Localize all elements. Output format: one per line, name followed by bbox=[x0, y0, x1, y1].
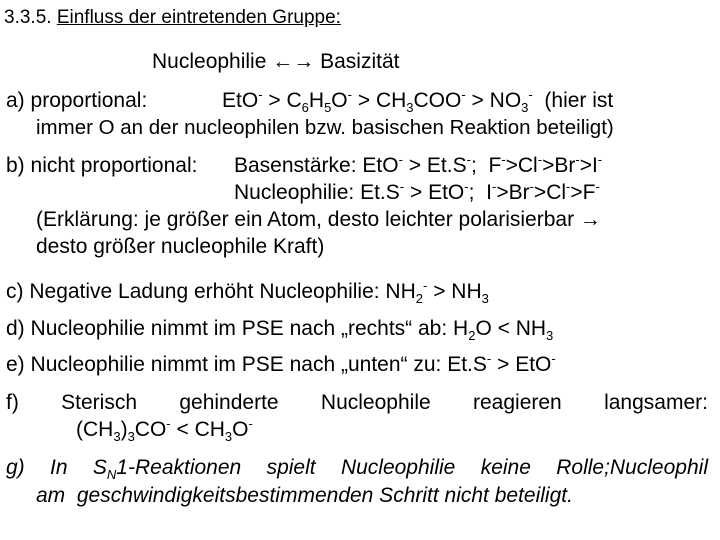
item-f-marker: f) bbox=[6, 391, 19, 414]
relation-line bbox=[152, 50, 399, 74]
double-arrow-icon: ←→ bbox=[272, 50, 315, 73]
right-arrow-icon: → bbox=[579, 208, 601, 231]
item-g-line1: g) In $S_N1$-Reaktionen spielt Nucleophilie keine Rolle;Nucleophil bbox=[6, 456, 708, 483]
item-a-line1 bbox=[6, 89, 147, 113]
item-a-marker: a) bbox=[6, 89, 25, 112]
section-number: 3.3.5. bbox=[4, 7, 52, 28]
item-a-line2: immer O an der nucleophilen bzw. basischen Reaktion beteiligt) bbox=[36, 116, 614, 139]
item-b-explanation-line1: (Erklärung: je größer ein Atom, desto leichter polarisierbar → bbox=[36, 208, 601, 231]
item-b-marker: b) bbox=[6, 154, 25, 177]
item-c-marker: c) bbox=[6, 280, 24, 303]
item-a-note: (hier ist bbox=[544, 89, 614, 112]
item-e: e) Nucleophilie nimmt im PSE nach „unten“ zu: Et.S- > EtO- bbox=[6, 351, 556, 376]
item-d-marker: d) bbox=[6, 317, 25, 340]
item-b-line1 bbox=[6, 154, 197, 178]
item-b-explanation-line2: desto größer nucleophile Kraft) bbox=[36, 235, 325, 258]
item-g-line2: am geschwindigkeitsbestimmenden Schritt nicht beteiligt. bbox=[36, 484, 573, 507]
item-d: d) Nucleophilie nimmt im PSE nach „rechts“ ab: $H_2O < NH_3$ bbox=[6, 317, 554, 344]
item-e-marker: e) bbox=[6, 353, 25, 376]
item-a-sequence: $EtO^- > C_6H_5O^- > CH_3COO^- > NO_3^-$ (hier ist bbox=[222, 87, 614, 116]
item-b-basicity: Basenstärke: EtO- > Et.S-; F->Cl->Br->I- bbox=[234, 152, 603, 177]
item-f-line1: f) Sterisch gehinderte Nucleophile reagieren langsamer: bbox=[6, 391, 708, 414]
item-a-label: proportional: bbox=[30, 89, 148, 112]
basizitaet-term: Basizität bbox=[320, 50, 400, 73]
item-g-marker: g) bbox=[6, 456, 25, 479]
section-heading bbox=[4, 6, 341, 30]
item-f-line2: $(CH_3)_3CO^- < CH_3O^-$ bbox=[76, 416, 253, 445]
section-title: Einfluss der eintretenden Gruppe: bbox=[56, 7, 341, 28]
nucleophilie-term: Nucleophilie bbox=[152, 50, 267, 73]
item-c: c) Negative Ladung erhöht Nucleophilie: $NH_2^- > NH_3$ bbox=[6, 278, 489, 307]
item-b-label: nicht proportional: bbox=[30, 154, 198, 177]
item-b-nucleophilicity: Nucleophilie: Et.S- > EtO-; I->Br->Cl->F- bbox=[234, 179, 600, 204]
